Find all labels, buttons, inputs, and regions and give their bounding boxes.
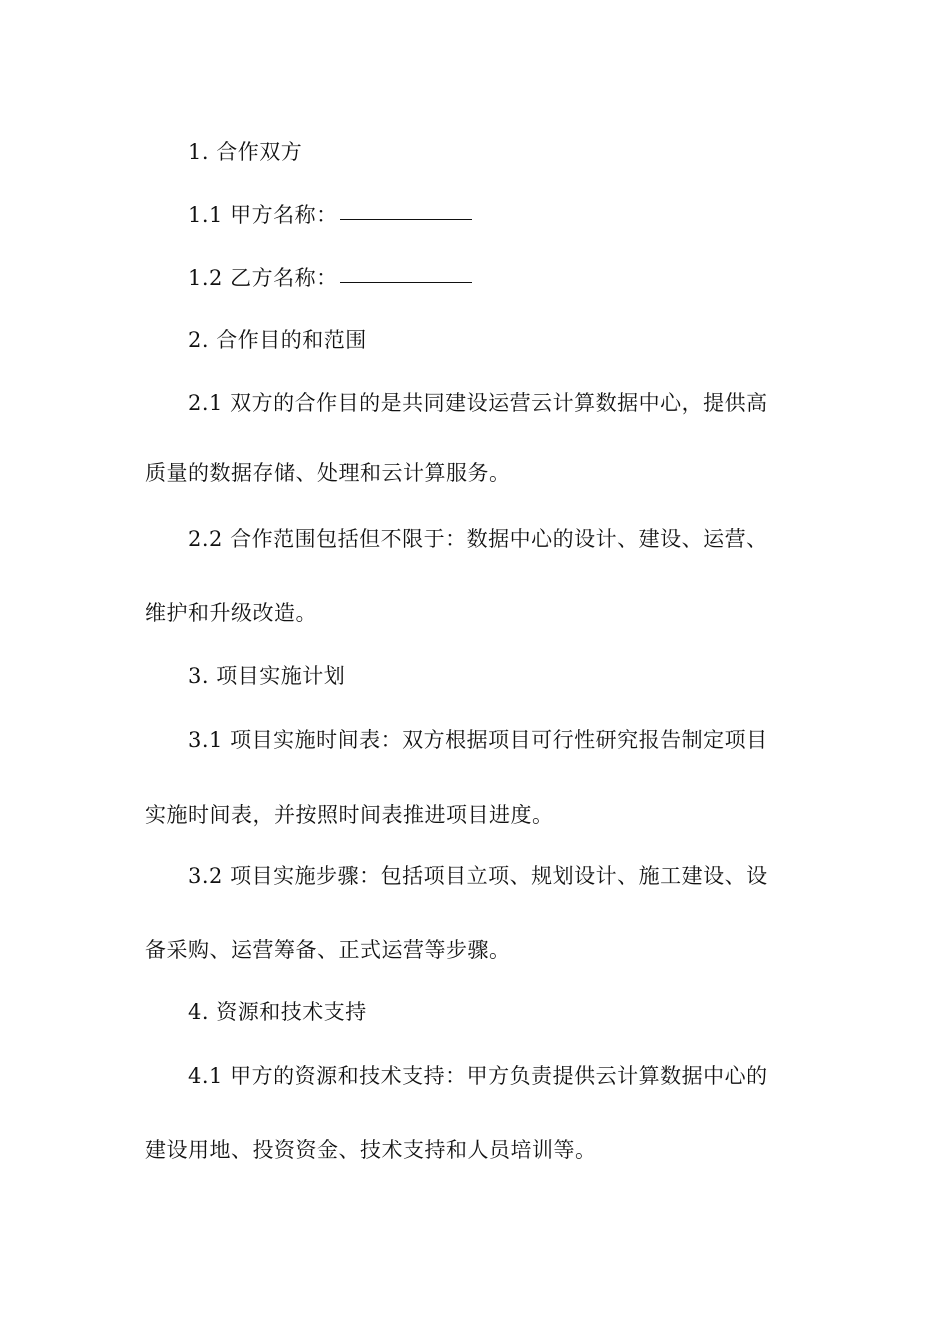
clause-4-1-line-1: 4.1 甲方的资源和技术支持：甲方负责提供云计算数据中心的 bbox=[188, 1064, 768, 1088]
party-b-name-row bbox=[188, 264, 472, 292]
section-2-heading: 2. 合作目的和范围 bbox=[188, 328, 367, 352]
section-4-heading: 4. 资源和技术支持 bbox=[188, 1000, 367, 1024]
party-a-name-row bbox=[188, 201, 472, 229]
party-b-name-blank bbox=[340, 281, 472, 283]
section-3-heading: 3. 项目实施计划 bbox=[188, 664, 346, 688]
section-1-heading: 1. 合作双方 bbox=[188, 140, 303, 164]
clause-2-1-line-2: 质量的数据存储、处理和云计算服务。 bbox=[145, 461, 511, 485]
clause-3-1-line-2: 实施时间表，并按照时间表推进项目进度。 bbox=[145, 803, 554, 827]
clause-3-2-line-2: 备采购、运营筹备、正式运营等步骤。 bbox=[145, 938, 511, 962]
party-a-name-blank bbox=[340, 218, 472, 220]
clause-3-2-line-1: 3.2 项目实施步骤：包括项目立项、规划设计、施工建设、设 bbox=[188, 864, 768, 888]
clause-2-2-line-2: 维护和升级改造。 bbox=[145, 601, 317, 625]
clause-3-1-line-1: 3.1 项目实施时间表：双方根据项目可行性研究报告制定项目 bbox=[188, 728, 768, 752]
party-a-name-label: 1.1 甲方名称： bbox=[188, 203, 338, 227]
clause-4-1-line-2: 建设用地、投资资金、技术支持和人员培训等。 bbox=[145, 1138, 597, 1162]
clause-2-2-line-1: 2.2 合作范围包括但不限于：数据中心的设计、建设、运营、 bbox=[188, 527, 768, 551]
party-b-name-label: 1.2 乙方名称： bbox=[188, 266, 338, 290]
clause-2-1-line-1: 2.1 双方的合作目的是共同建设运营云计算数据中心，提供高 bbox=[188, 391, 768, 415]
